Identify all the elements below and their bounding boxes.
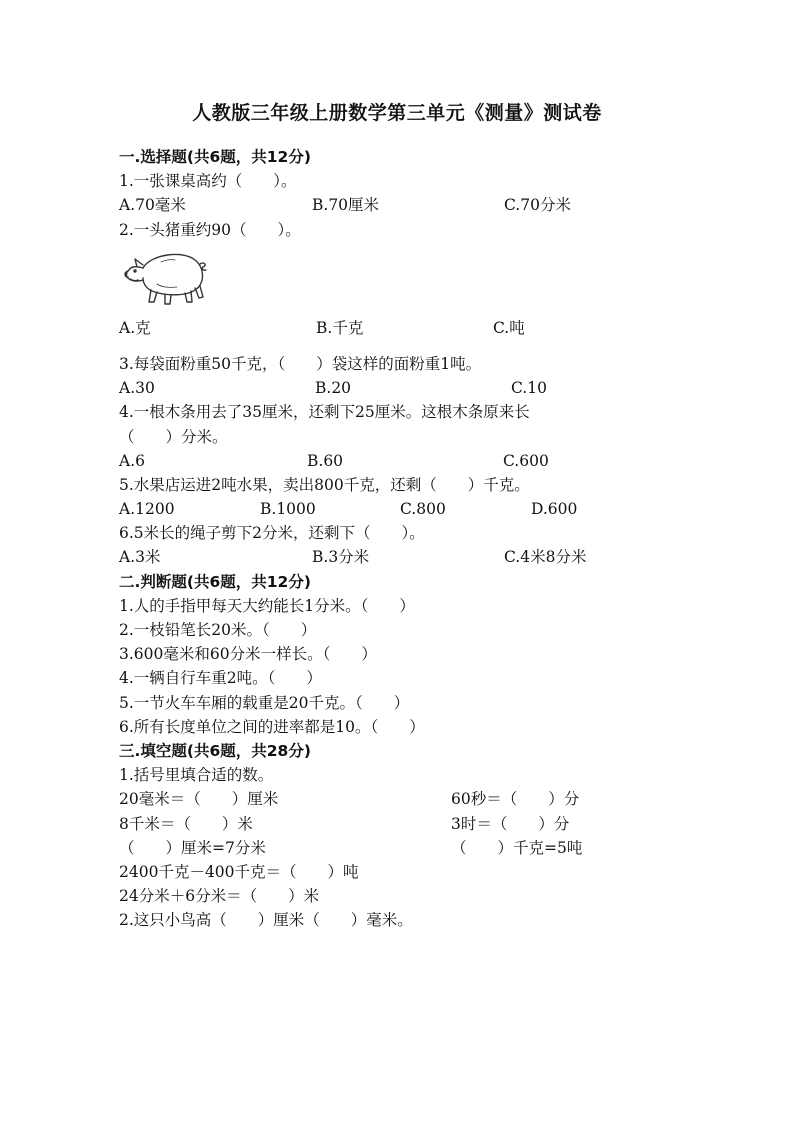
fill-right: （ ）千克=5吨 (451, 838, 583, 857)
q1-4-options (119, 449, 679, 473)
fill-q2: 2.这只小鸟高（ ）厘米（ ）毫米。 (119, 911, 413, 930)
fill-line-a: 2400千克－400千克＝（ ）吨 (119, 862, 359, 881)
option-c: C.4米8分米 (504, 548, 587, 567)
option-b: B.70厘米 (312, 196, 380, 215)
q1-1-options (119, 193, 679, 217)
fill-left: （ ）厘米=7分米 (119, 838, 266, 857)
option-b: B.20 (315, 379, 352, 398)
q1-6-text: 6.5米长的绳子剪下2分米，还剩下（ ）。 (119, 524, 425, 543)
judgement-item-2: 2.一枝铅笔长20米。（ ） (119, 621, 317, 639)
option-a: A.克 (119, 318, 151, 337)
worksheet-content (119, 145, 679, 932)
q1-2-text: 2.一头猪重约90（ ）。 (119, 220, 301, 239)
fill-right: 60秒＝（ ）分 (451, 790, 580, 809)
page-title: 人教版三年级上册数学第三单元《测量》测试卷 (192, 102, 602, 124)
judgement-item-5: 5.一节火车车厢的载重是20千克。（ ） (119, 693, 410, 712)
q1-3-options (119, 376, 679, 400)
q1-4-text: 4.一根木条用去了35厘米，还剩下25厘米。这根木条原来长 (119, 403, 530, 422)
q1-5-text: 5.水果店运进2吨水果，卖出800千克，还剩（ ）千克。 (119, 475, 530, 494)
option-b: B.3分米 (312, 548, 370, 567)
option-a: A.70毫米 (119, 196, 186, 215)
option-c: C.吨 (493, 318, 525, 337)
option-a: A.3米 (119, 548, 161, 567)
fill-row-3 (119, 836, 679, 860)
fill-left: 8千米＝（ ）米 (119, 814, 253, 833)
pig-icon (121, 244, 207, 308)
option-a: A.1200 (119, 500, 175, 519)
option-d: D.600 (531, 500, 578, 519)
q1-2-options (119, 316, 679, 340)
option-b: B.千克 (316, 318, 364, 337)
section-3-heading: 三.填空题(共6题，共28分) (119, 741, 311, 760)
option-b: B.60 (307, 451, 344, 470)
option-a: A.30 (119, 379, 155, 398)
judgement-item-1: 1.人的手指甲每天大约能长1分米。（ ） (119, 596, 415, 615)
fill-row-2 (119, 812, 679, 836)
fill-line-b: 24分米＋6分米＝（ ）米 (119, 887, 320, 906)
fill-left: 20毫米＝（ ）厘米 (119, 790, 279, 809)
judgement-item-6: 6.所有长度单位之间的进率都是10。（ ） (119, 717, 425, 736)
option-c: C.800 (400, 500, 446, 519)
q1-6-options (119, 545, 679, 569)
q1-4-text-continued: （ ）分米。 (119, 427, 228, 446)
option-a: A.6 (119, 451, 145, 470)
fill-right: 3时＝（ ）分 (451, 814, 570, 833)
section-2-heading: 二.判断题(共6题，共12分) (119, 572, 311, 591)
q1-3-text: 3.每袋面粉重50千克，（ ）袋这样的面粉重1吨。 (119, 354, 482, 373)
judgement-item-4: 4.一辆自行车重2吨。（ ） (119, 669, 322, 688)
option-c: C.600 (503, 451, 549, 470)
judgement-item-3: 3.600毫米和60分米一样长。（ ） (119, 645, 377, 664)
option-c: C.10 (511, 379, 547, 398)
q1-1-text: 1.一张课桌高约（ ）。 (119, 172, 297, 191)
option-c: C.70分米 (504, 196, 571, 215)
fill-q1-intro: 1.括号里填合适的数。 (119, 766, 274, 785)
option-b: B.1000 (260, 500, 316, 519)
pig-illustration (119, 242, 679, 316)
q1-5-options (119, 497, 679, 521)
section-1-heading: 一.选择题(共6题，共12分) (119, 148, 311, 166)
fill-row-1 (119, 787, 679, 811)
